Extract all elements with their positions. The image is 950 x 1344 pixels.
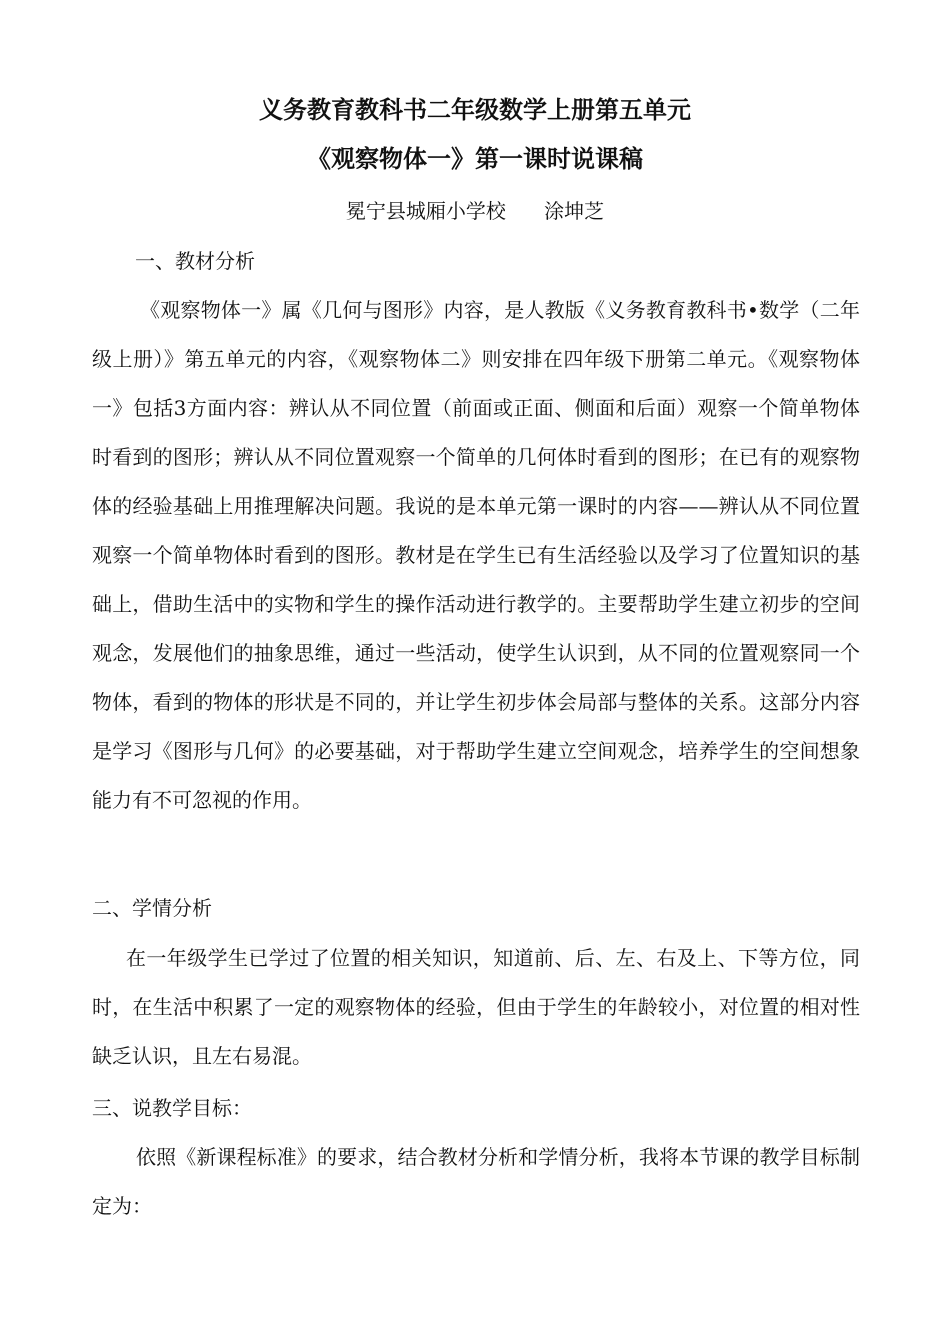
section-paragraph-textbook-analysis: 《观察物体一》属《几何与图形》内容，是人教版《义务教育教科书•数学（二年级上册）》第五单元的内容，《观察物体二》则安排在四年级下册第二单元。《观察物体一》包括3方面内容：辨认从不同位置（前面或正面、侧面和后面）观察一个简单物体时看到的图形；辨认从不同位置观察一个简单的几何体时看到的图形；在已有的观察物体的经验基础上用推理解决问题。我说的是本单元第一课时的内容——辨认从不同位置观察一个简单物体时看到的图形。教材是在学生已有生活经验以及学习了位置知识的基础上，借助生活中的实物和学生的操作活动进行教学的。主要帮助学生建立初步的空间观念，发展他们的抽象思维，通过一些活动，使学生认识到，从不同的位置观察同一个物体，看到的物体的形状是不同的，并让学生初步体会局部与整体的关系。这部分内容是学习《图形与几何》的必要基础，对于帮助学生建立空间观念，培养学生的空间想象能力有不可忽视的作用。	[92, 298, 860, 812]
section-heading-student-analysis: 二、学情分析	[92, 896, 212, 920]
document-title-line1: 义务教育教科书二年级数学上册第五单元	[259, 96, 691, 124]
section-heading-teaching-goals: 三、说教学目标：	[92, 1096, 252, 1120]
section-paragraph-teaching-goals: 依照《新课程标准》的要求，结合教材分析和学情分析，我将本节课的教学目标制定为：	[92, 1145, 860, 1218]
section-heading-textbook-analysis: 一、教材分析	[135, 249, 255, 273]
document-title-line2: 《观察物体一》第一课时说课稿	[307, 145, 643, 173]
author-line: 冕宁县城厢小学校 涂坤芝	[345, 199, 605, 223]
section-paragraph-student-analysis: 在一年级学生已学过了位置的相关知识，知道前、后、左、右及上、下等方位，同时，在生活中积累了一定的观察物体的经验，但由于学生的年龄较小，对位置的相对性缺乏认识，且左右易混。	[92, 946, 860, 1068]
